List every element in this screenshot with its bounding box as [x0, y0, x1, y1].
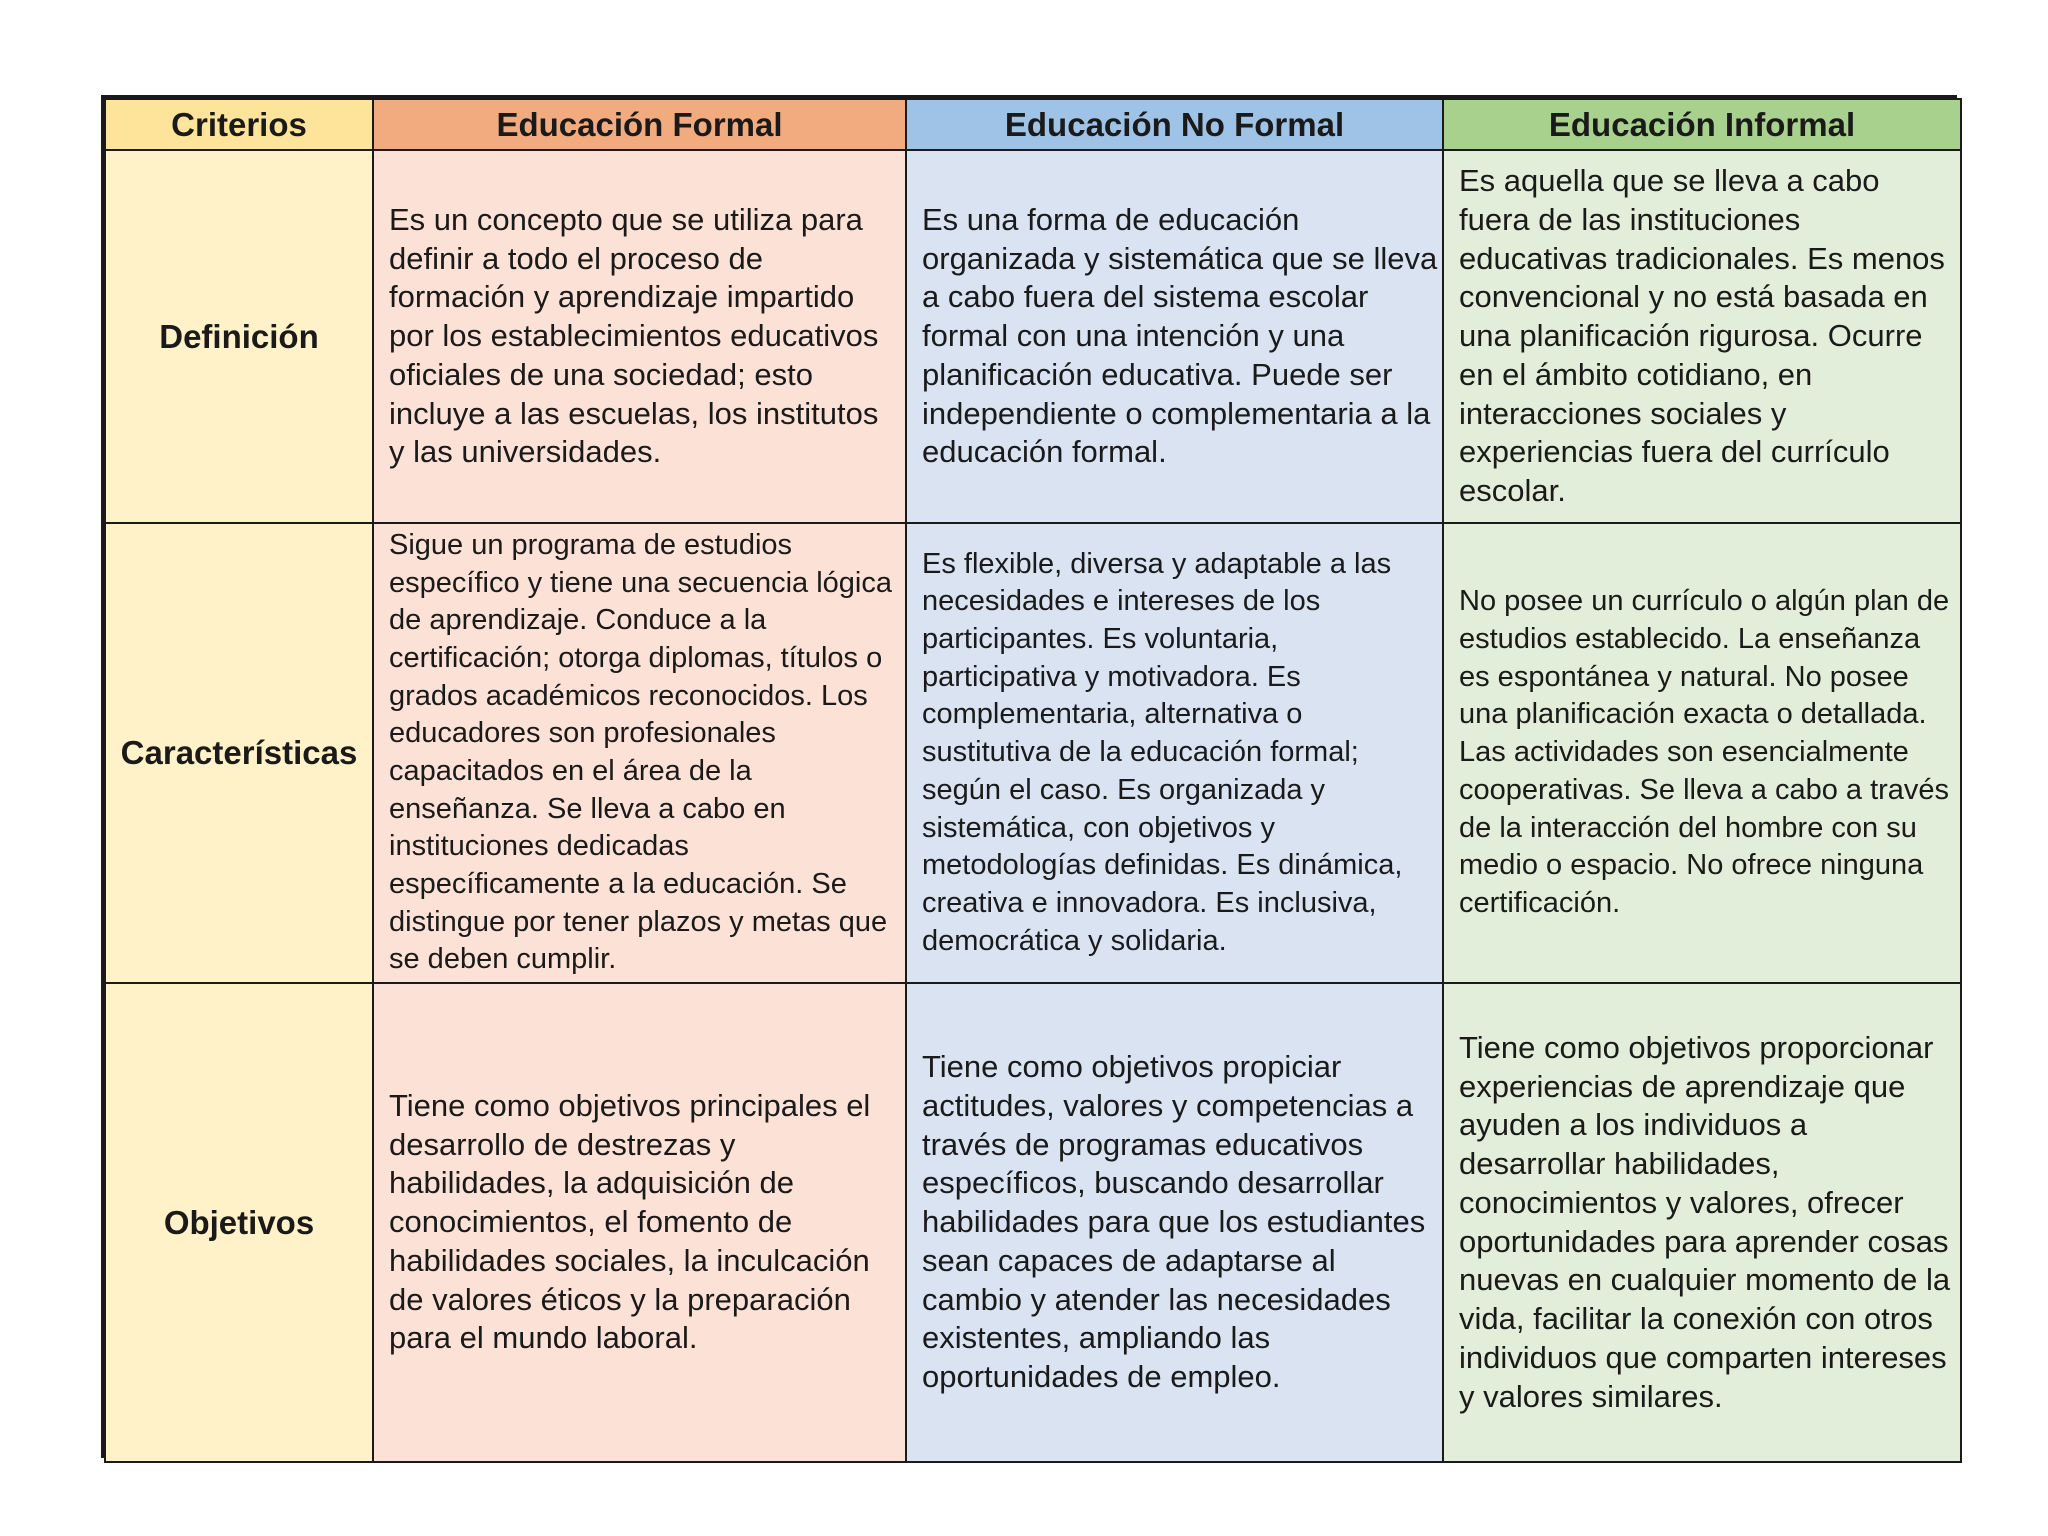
header-educacion-informal: Educación Informal [1443, 99, 1961, 150]
criterion-definicion: Definición [105, 150, 373, 523]
informal-definicion-cell: Es aquella que se lleva a cabo fuera de las instituciones educativas tradicionales. Es menos convencional y no está basada en una planificación rigurosa. Ocurre en el ámbito cotidiano, en interacciones sociales y experiencias fuera del currículo escolar. [1443, 150, 1961, 523]
comparison-table-container [101, 95, 1957, 1458]
comparison-table [104, 98, 1962, 1463]
header-educacion-no-formal: Educación No Formal [906, 99, 1443, 150]
no-formal-definicion-cell: Es una forma de educación organizada y sistemática que se lleva a cabo fuera del sistema escolar formal con una intención y una planificación educativa. Puede ser independiente o complementaria a la educación formal. [906, 150, 1443, 523]
formal-objetivos-cell: Tiene como objetivos principales el desarrollo de destrezas y habilidades, la adquisición de conocimientos, el fomento de habilidades sociales, la inculcación de valores éticos y la preparación para el mundo laboral. [373, 983, 906, 1462]
criterion-caracteristicas: Características [105, 523, 373, 983]
header-criterios: Criterios [105, 99, 373, 150]
criterion-objetivos: Objetivos [105, 983, 373, 1462]
formal-caracteristicas-cell: Sigue un programa de estudios específico y tiene una secuencia lógica de aprendizaje. Conduce a la certificación; otorga diplomas, títulos o grados académicos reconocidos. Los educadores son profesionales capacitados en el área de la enseñanza. Se lleva a cabo en instituciones dedicadas específicamente a la educación. Se distingue por tener plazos y metas que se deben cumplir. [373, 523, 906, 983]
informal-objetivos-cell: Tiene como objetivos proporcionar experiencias de aprendizaje que ayuden a los individuos a desarrollar habilidades, conocimientos y valores, ofrecer oportunidades para aprender cosas nuevas en cualquier momento de la vida, facilitar la conexión con otros individuos que comparten intereses y valores similares. [1443, 983, 1961, 1462]
no-formal-objetivos-cell: Tiene como objetivos propiciar actitudes, valores y competencias a través de programas educativos específicos, buscando desarrollar habilidades para que los estudiantes sean capaces de adaptarse al cambio y atender las necesidades existentes, ampliando las oportunidades de empleo. [906, 983, 1443, 1462]
no-formal-caracteristicas-cell: Es flexible, diversa y adaptable a las necesidades e intereses de los participantes. Es voluntaria, participativa y motivadora. Es complementaria, alternativa o sustitutiva de la educación formal; según el caso. Es organizada y sistemática, con objetivos y metodologías definidas. Es dinámica, creativa e innovadora. Es inclusiva, democrática y solidaria. [906, 523, 1443, 983]
formal-definicion-cell: Es un concepto que se utiliza para definir a todo el proceso de formación y aprendizaje impartido por los establecimientos educativos oficiales de una sociedad; esto incluye a las escuelas, los institutos y las universidades. [373, 150, 906, 523]
table-row-caracteristicas [105, 523, 1961, 983]
table-row-definicion [105, 150, 1961, 523]
table-row-objetivos [105, 983, 1961, 1462]
header-row [105, 99, 1961, 150]
header-educacion-formal: Educación Formal [373, 99, 906, 150]
informal-caracteristicas-cell: No posee un currículo o algún plan de estudios establecido. La enseñanza es espontánea y natural. No posee una planificación exacta o detallada. Las actividades son esencialmente cooperativas. Se lleva a cabo a través de la interacción del hombre con su medio o espacio. No ofrece ninguna certificación. [1443, 523, 1961, 983]
